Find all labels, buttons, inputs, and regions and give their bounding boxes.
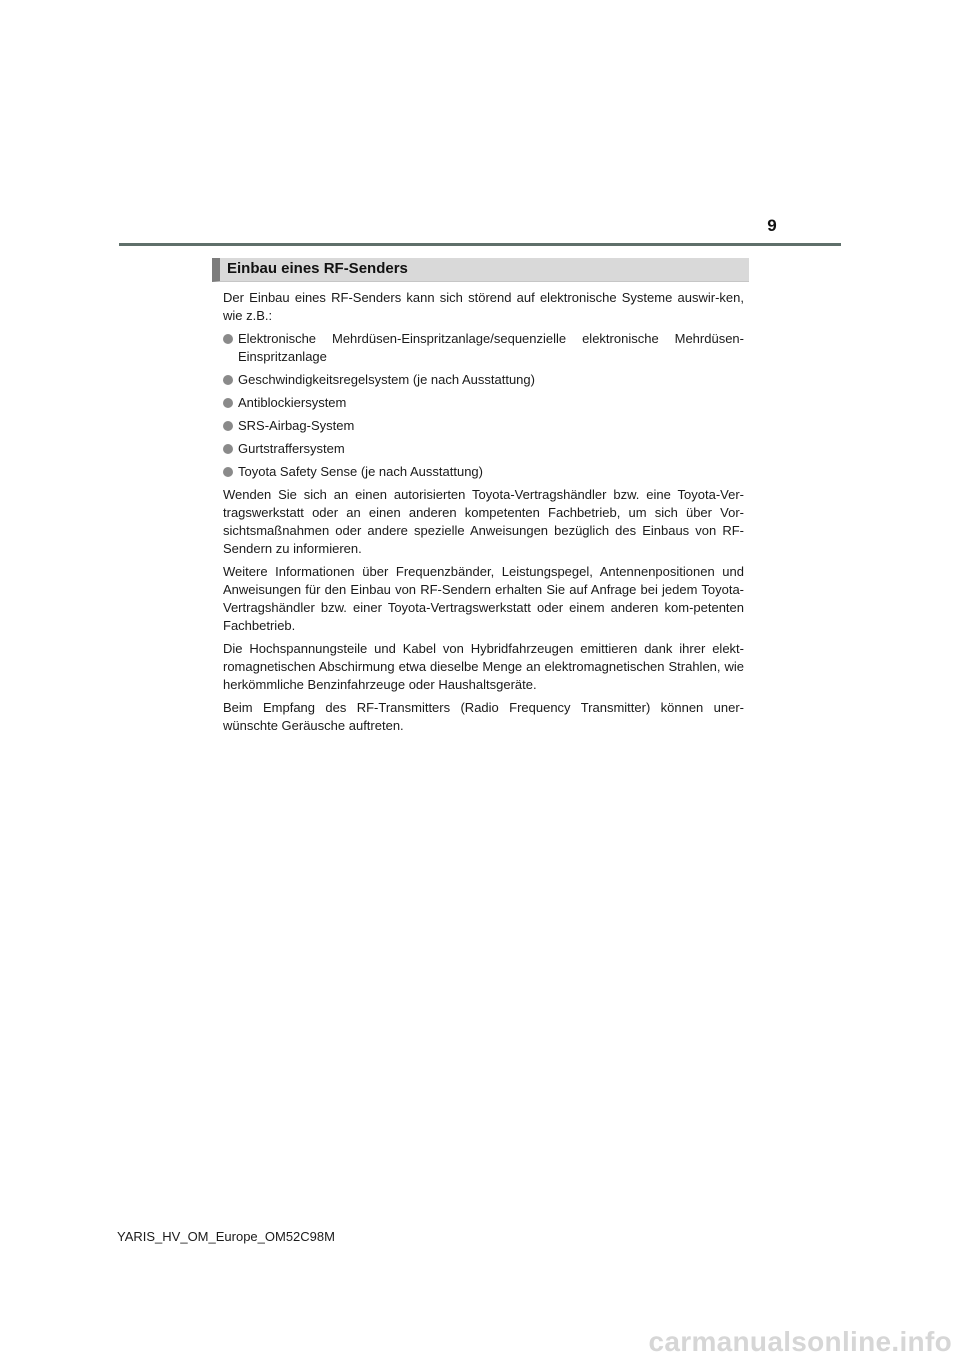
list-item	[223, 371, 744, 389]
list-item	[223, 330, 744, 366]
list-item	[223, 394, 744, 412]
watermark: carmanualsonline.info	[648, 1326, 952, 1357]
bullet-icon	[223, 444, 233, 454]
body-paragraph: Beim Empfang des RF-Transmitters (Radio Frequency Transmitter) können uner-wünschte Geräusche auftreten.	[223, 700, 744, 733]
bullet-icon	[223, 398, 233, 408]
header-rule	[119, 243, 841, 246]
list-item	[223, 417, 744, 435]
body-paragraph: Wenden Sie sich an einen autorisierten Toyota-Vertragshändler bzw. eine Toyota-Ver-tragswerkstatt oder an einen anderen kompetenten Fachbetrieb, um sich über Vor-sichtsmaßnahmen oder andere spezielle Anweisungen bezüglich des Einbaus von RF-Sendern zu informieren.	[223, 487, 744, 556]
bullet-icon	[223, 421, 233, 431]
list-item-text: Gurtstraffersystem	[238, 441, 345, 456]
section-heading	[212, 258, 749, 282]
list-item-text: SRS-Airbag-System	[238, 418, 355, 433]
footer-document-code: YARIS_HV_OM_Europe_OM52C98M	[117, 1229, 335, 1244]
list-item-text: Geschwindigkeitsregelsystem (je nach Ausstattung)	[238, 372, 535, 387]
list-item-text: Elektronische Mehrdüsen-Einspritzanlage/sequenzielle elektronische Mehrdüsen-Einspritzanlage	[238, 331, 744, 364]
list-item-text: Toyota Safety Sense (je nach Ausstattung)	[238, 464, 483, 479]
list-item-text: Antiblockiersystem	[238, 395, 347, 410]
bullet-icon	[223, 467, 233, 477]
list-item	[223, 440, 744, 458]
body-paragraph: Weitere Informationen über Frequenzbänder, Leistungspegel, Antennenpositionen und Anweisungen für den Einbau von RF-Sendern erhalten Sie auf Anfrage bei jedem Toyota-Vertragshändler bzw. einer Toyota-Vertragswerkstatt oder einem anderen kom-petenten Fachbetrieb.	[223, 564, 744, 633]
body-paragraph: Die Hochspannungsteile und Kabel von Hybridfahrzeugen emittieren dank ihrer elekt-romagnetischen Abschirmung etwa dieselbe Menge an elektromagnetischen Strahlen, wie herkömmliche Benzinfahrzeuge oder Haushaltsgeräte.	[223, 641, 744, 692]
intro-paragraph: Der Einbau eines RF-Senders kann sich störend auf elektronische Systeme auswir-ken, wie z.B.:	[223, 290, 744, 323]
section-heading-text: Einbau eines RF-Senders	[227, 260, 408, 277]
bullet-icon	[223, 334, 233, 344]
page-number: 9	[767, 216, 777, 235]
section-body	[223, 289, 744, 740]
bullet-icon	[223, 375, 233, 385]
list-item	[223, 463, 744, 481]
